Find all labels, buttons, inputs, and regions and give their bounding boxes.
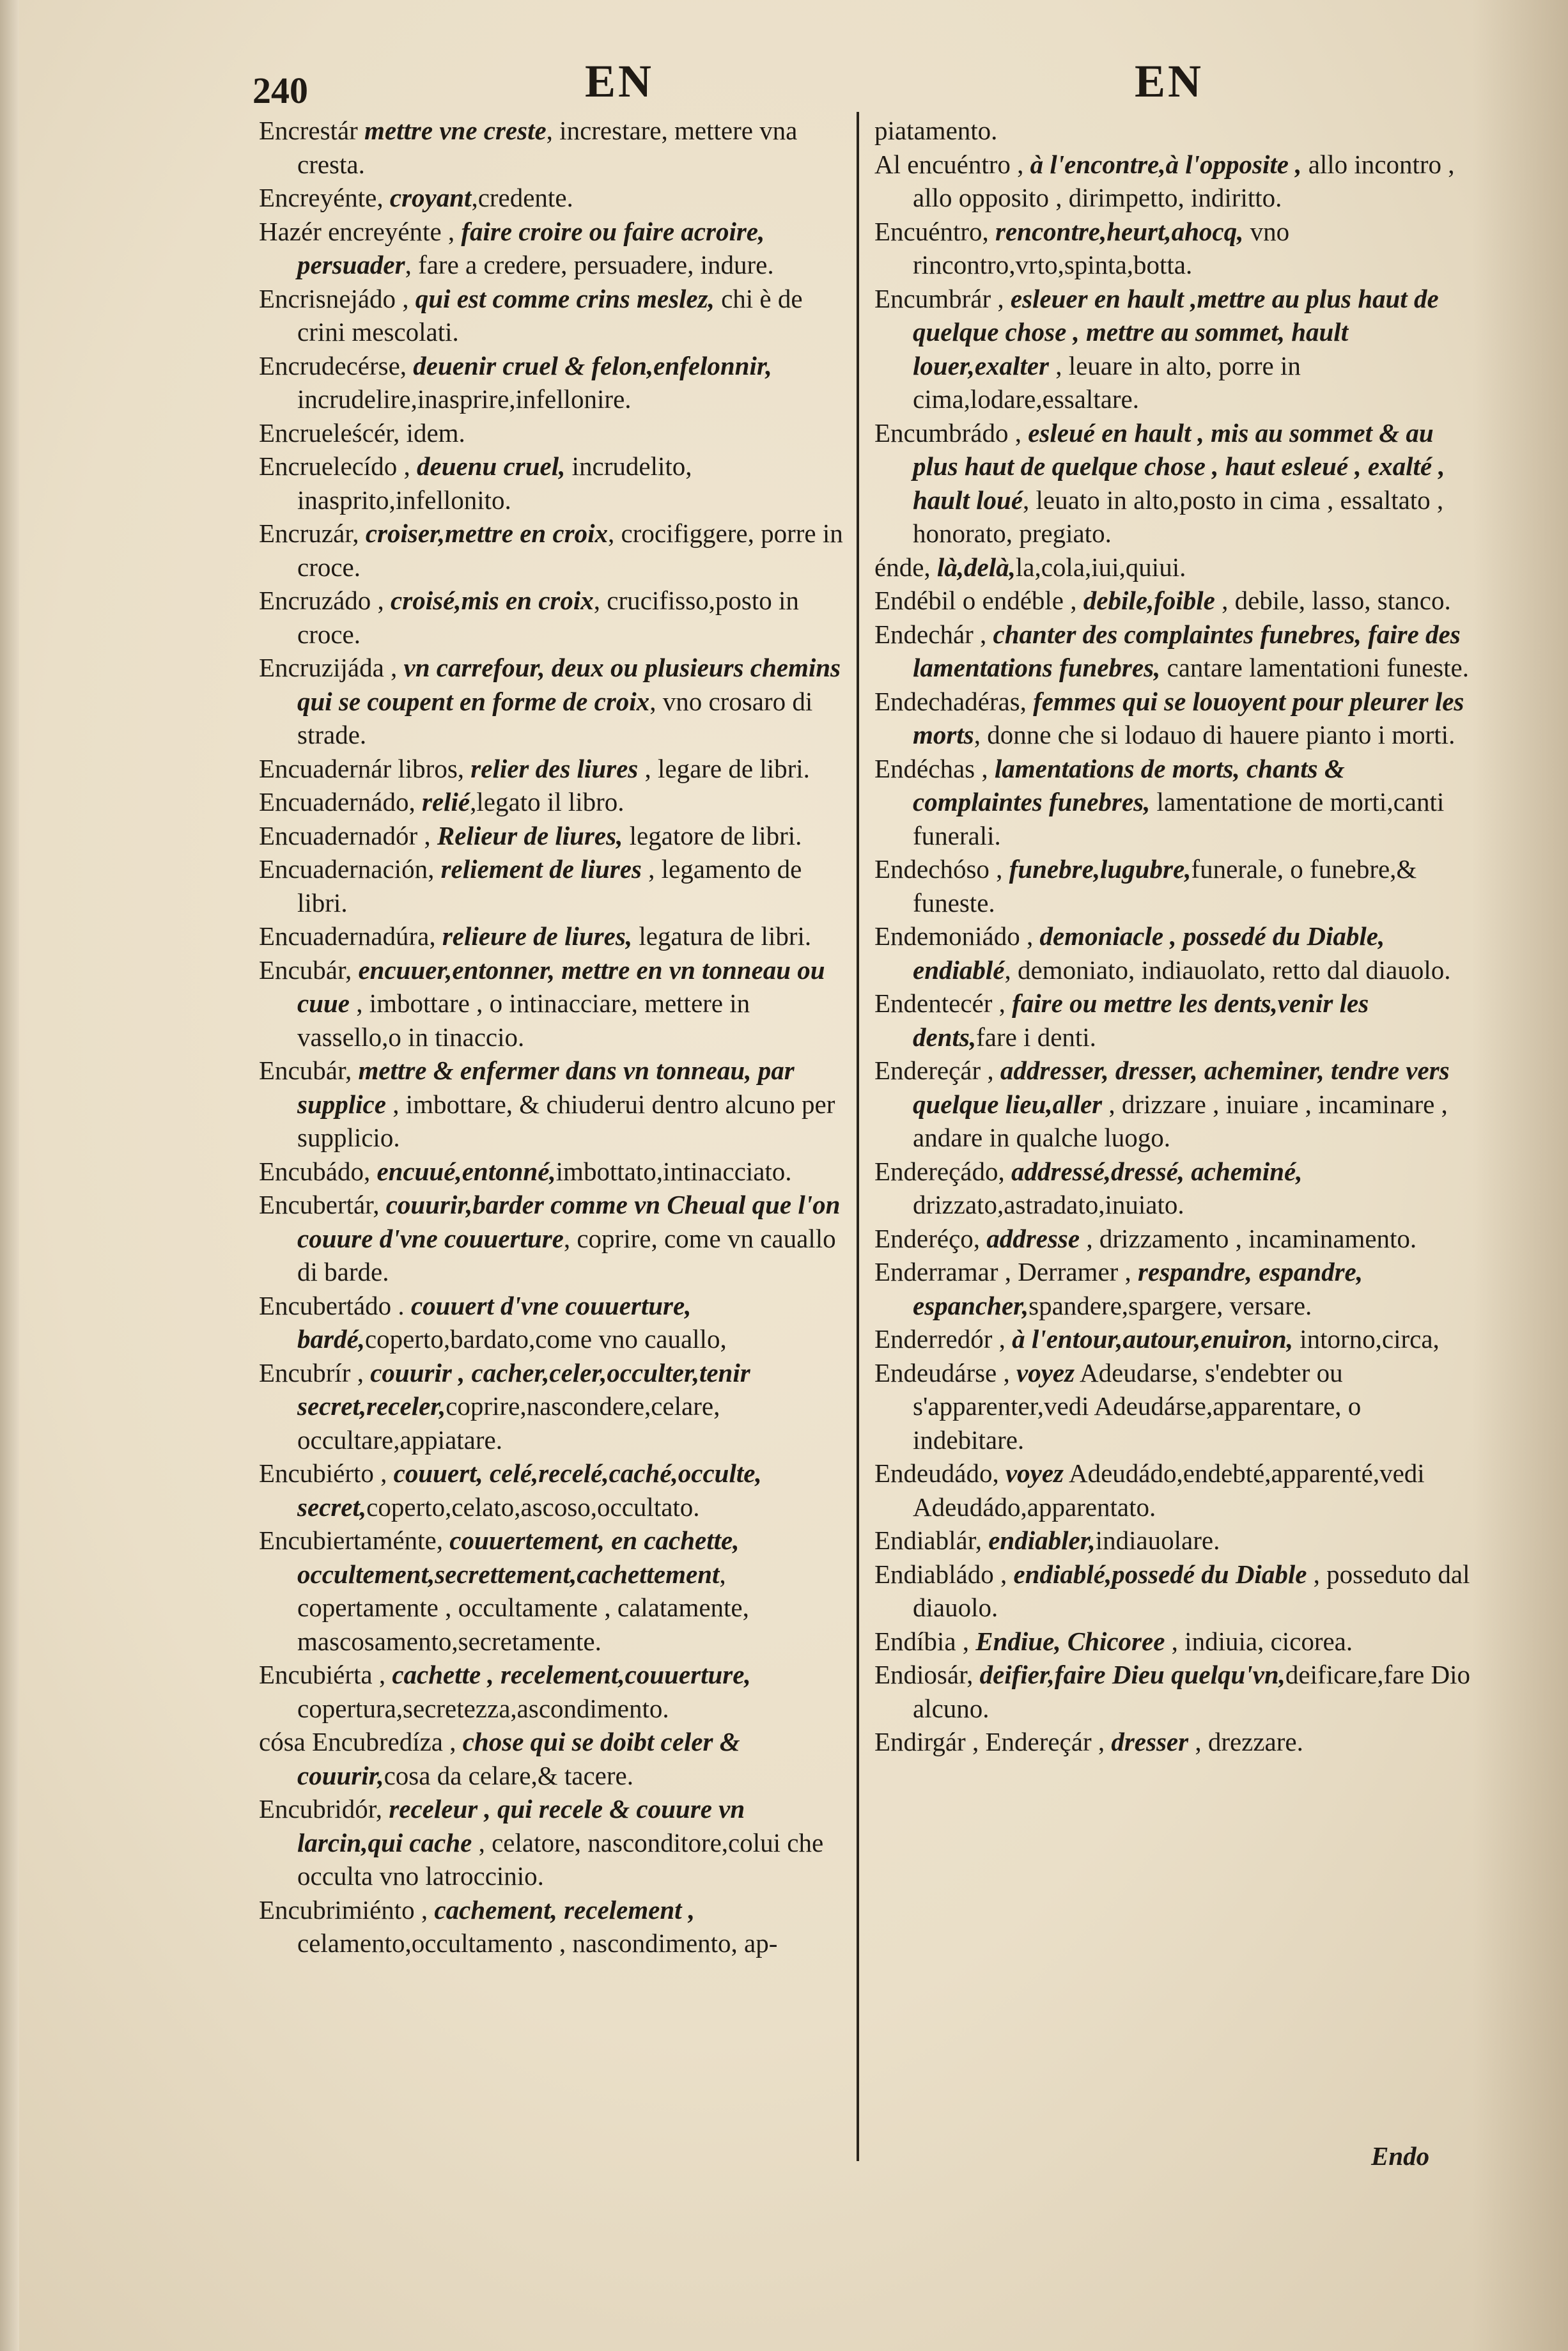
french-gloss: addresser, dresser, acheminer, tendre vers quelque lieu,aller [913,1056,1450,1119]
italian-gloss: incrudelito, inasprito,infellonito. [297,451,692,515]
dictionary-entry [259,114,853,181]
italian-gloss: cosa da celare,& tacere. [384,1760,633,1790]
spanish-headword: Endereçár , [874,1056,994,1085]
spanish-headword: Encuadernación, [259,854,435,884]
french-gloss: relieure de liures, [442,921,633,951]
italian-gloss: funerale, o funebre,& funeste. [913,854,1417,918]
french-gloss: encuué,entonné, [376,1156,556,1186]
french-gloss: mettre vne creste [364,116,547,145]
column-divider [857,112,859,2161]
french-gloss: receleur , qui recele & couure vn larcin,qui cache [297,1794,745,1857]
dictionary-entry [259,416,853,450]
italian-gloss: la,cola,iui,quiui. [1015,552,1186,582]
dictionary-entry [259,752,853,786]
spanish-headword: Endeudárse , [874,1357,1010,1387]
french-gloss: voyez [1016,1357,1075,1387]
french-gloss: deuenir cruel & felon,enfelonnir, [413,350,772,380]
italian-gloss: coperto,celato,ascoso,occultato. [366,1492,700,1522]
italian-gloss: , copertamente , occultamente , calatamente, mascosamento,secretamente. [297,1559,749,1656]
dictionary-entry [874,215,1472,282]
spanish-headword: Encubár, [259,1056,352,1085]
spanish-headword: Encubrír , [259,1357,364,1387]
dictionary-entry [259,1155,853,1189]
french-gloss: croiser,mettre en croix [365,519,609,548]
dictionary-entry [259,1188,853,1289]
spanish-headword: Endíbia , [874,1626,970,1656]
spanish-headword: Encumbrár , [874,283,1004,313]
spanish-headword: Endechadéras, [874,686,1027,716]
spanish-headword: énde, [874,552,931,582]
french-gloss: dresser [1111,1727,1189,1756]
spanish-headword: Encubár, [259,955,352,985]
italian-gloss: spandere,spargere, versare. [1029,1290,1312,1320]
italian-gloss: , leuare in alto, porre in cima,lodare,essaltare. [913,350,1301,414]
spanish-headword: Encubiérta , [259,1660,386,1689]
dictionary-entry [874,685,1472,752]
dictionary-entry [874,1222,1472,1256]
italian-gloss: , posseduto dal diauolo. [913,1559,1470,1622]
left-column [259,114,853,1960]
italian-gloss: allo incontro , allo opposito , dirimpetto, indiritto. [913,149,1455,212]
spanish-headword: Endébil o endéble , [874,586,1077,615]
italian-gloss: copertura,secretezza,ascondimento. [297,1693,669,1723]
french-gloss: couurir , cacher,celer,occulter,tenir secret,receler, [297,1357,750,1421]
dictionary-entry [874,1725,1472,1759]
french-gloss: esleué en hault , mis au sommet & au plus haut de quelque chose , haut esleué , exalté , hault loué [913,418,1445,515]
french-gloss: à l'encontre,à l'opposite , [1030,149,1302,179]
spanish-headword: Encubertádo . [259,1290,405,1320]
spanish-headword: Encumbrádo , [874,418,1021,448]
dictionary-entry [259,919,853,953]
spanish-headword: Encuadernadúra, [259,921,436,951]
dictionary-entry [259,1289,853,1356]
french-gloss: croyant [389,183,472,212]
dictionary-entry [259,852,853,919]
italian-gloss: , leuato in alto,posto in cima , essaltato , honorato, pregiato. [913,485,1444,548]
italian-gloss: deificare,fare Dio alcuno. [913,1660,1471,1723]
dictionary-entry [874,852,1472,919]
french-gloss: rencontre,heurt,ahocq, [995,216,1244,246]
french-gloss: faire ou mettre les dents,venir les dents, [913,988,1369,1052]
french-gloss: à l'entour,autour,enuiron, [1012,1324,1293,1354]
dictionary-entry [259,215,853,282]
spanish-headword: Enderéço, [874,1223,981,1253]
dictionary-entry [874,1457,1472,1524]
dictionary-entry [259,1658,853,1725]
spanish-headword: Endiosár, [874,1660,974,1689]
spanish-headword: Al encuéntro , [874,149,1024,179]
italian-gloss: , fare a credere, persuadere, indure. [405,250,774,279]
italian-gloss: lamentatione de morti,canti funerali. [913,787,1445,850]
italian-gloss: , coprire, come vn cauallo di barde. [297,1223,836,1286]
french-gloss: Endiue, Chicoree [975,1626,1165,1656]
french-gloss: encuuer,entonner, mettre en vn tonneau ou cuue [297,955,825,1018]
italian-gloss: , demoniato, indiauolato, retto dal diauolo. [1004,955,1451,985]
french-gloss: chanter des complaintes funebres, faire des lamentations funebres, [913,619,1461,682]
italian-gloss: , donne che si lodauo di hauere pianto i morti. [974,720,1455,749]
italian-gloss: , imbottare , o intinacciare, mettere in vassello,o in tinaccio. [297,988,750,1052]
italian-gloss: celamento,occultamento , nascondimento, ap- [297,1928,778,1958]
french-gloss: relier des liures [470,753,639,783]
italian-gloss: , imbottare, & chiuderui dentro alcuno per supplicio. [297,1089,835,1152]
spanish-headword: Encuéntro, [874,216,989,246]
dictionary-entry [874,1558,1472,1625]
italian-gloss: , drezzare. [1188,1727,1303,1756]
italian-gloss: legatore de libri. [623,820,802,850]
italian-gloss: Adeudádo,endebté,apparenté,vedi Adeudádo,apparentato. [913,1458,1425,1522]
dictionary-entry [874,551,1472,584]
italian-gloss: , increstare, mettere vna cresta. [297,116,798,179]
italian-gloss: piatamento. [874,116,998,145]
spanish-headword: Encrisnejádo , [259,283,409,313]
french-gloss: addressé,dressé, acheminé, [1011,1156,1303,1186]
french-gloss: croisé,mis en croix [391,586,594,615]
dictionary-entry [259,282,853,349]
dictionary-entry [259,181,853,215]
italian-gloss: , debile, lasso, stanco. [1215,586,1451,615]
italian-gloss: , legamento de libri. [297,854,802,918]
french-gloss: femmes qui se louoyent pour pleurer les morts [913,686,1464,749]
spanish-headword: Endéchas , [874,753,988,783]
dictionary-entry [874,584,1472,618]
dictionary-entry [259,1524,853,1658]
spanish-headword: Endechár , [874,619,987,649]
dictionary-entry [874,282,1472,416]
italian-gloss: cantare lamentationi funeste. [1160,653,1469,682]
italian-gloss: , drizzare , inuiare , incaminare , andare in qualche luogo. [913,1089,1448,1152]
spanish-headword: Encubrimiénto , [259,1894,428,1925]
dictionary-entry [259,1356,853,1457]
spanish-headword: Encuadernadór , [259,820,431,850]
dictionary-entry [874,1255,1472,1322]
french-gloss: esleuer en hault ,mettre au plus haut de quelque chose , mettre au sommet, hault louer,exalter [913,283,1439,380]
italian-gloss: , crucifisso,posto in croce. [297,586,799,649]
italian-gloss: drizzato,astradato,inuiato. [913,1190,1184,1219]
spanish-headword: Encrueleścér, [259,418,400,448]
french-gloss: demoniacle , possedé du Diable, endiablé [913,921,1385,985]
french-gloss: funebre,lugubre, [1009,854,1192,884]
italian-gloss: vno rincontro,vrto,spinta,botta. [913,216,1290,279]
french-gloss: relié [422,787,470,816]
french-gloss: là,delà, [936,552,1016,582]
italian-gloss: ,legato il libro. [470,787,625,816]
dictionary-entry [874,1322,1472,1356]
running-head-left: EN [585,56,655,107]
spanish-headword: Encuadernár libros, [259,753,465,783]
dictionary-entry [874,1625,1472,1659]
french-gloss: voyez [1005,1458,1064,1488]
spanish-headword: Encruzijáda , [259,653,398,682]
right-column [874,114,1472,1759]
french-gloss: mettre & enfermer dans vn tonneau, par supplice [297,1056,795,1119]
dictionary-entry [259,1893,853,1960]
dictionary-entry [874,618,1472,685]
spanish-headword: Encruzár, [259,519,359,548]
dictionary-entry [259,1457,853,1524]
dictionary-entry [874,1524,1472,1558]
spanish-headword: cósa Encubredíza , [259,1727,456,1756]
spanish-headword: Encubiérto , [259,1458,387,1488]
dictionary-entry [874,919,1472,987]
spanish-headword: Encubertár, [259,1190,380,1219]
french-gloss: couurir,barder comme vn Cheual que l'on couure d'vne couuerture [297,1190,841,1253]
italian-gloss: ,credente. [471,183,573,212]
italian-gloss: , celatore, nasconditore,colui che occulta vno latroccinio. [297,1827,824,1891]
french-gloss: cachette , recelement,couuerture, [392,1660,751,1689]
spanish-headword: Endemoniádo , [874,921,1034,951]
dictionary-entry [259,1725,853,1792]
italian-gloss: incrudelire,inasprire,infellonire. [297,384,632,414]
dictionary-entry [874,416,1472,551]
page-right-edge-shadow [1472,0,1568,2351]
dictionary-entry [259,819,853,853]
french-gloss: deifier,faire Dieu quelqu'vn, [979,1660,1285,1689]
french-gloss: couuert, celé,recelé,caché,occulte, secret, [297,1458,762,1522]
dictionary-entry [259,1792,853,1893]
french-gloss: endiabler, [988,1526,1096,1555]
spanish-headword: Enderramar , Derramer , [874,1257,1131,1286]
dictionary-entry [259,349,853,416]
italian-gloss: , legare de libri. [638,753,810,783]
italian-gloss: fare i denti. [976,1022,1096,1052]
french-gloss: vn carrefour, deux ou plusieurs chemins qui se coupent en forme de croix [297,653,841,716]
spanish-headword: Encubridór, [259,1794,383,1824]
italian-gloss: indiauolare. [1095,1526,1220,1555]
dictionary-entry [874,752,1472,853]
spanish-headword: Endiabládo , [874,1559,1007,1589]
italian-gloss: idem. [406,418,465,448]
dictionary-entry [259,584,853,651]
italian-gloss: , drizzamento , incaminamento. [1080,1223,1417,1253]
french-gloss: respandre, espandre, espancher, [913,1257,1363,1320]
dictionary-entry [259,1054,853,1155]
dictionary-entry [259,517,853,584]
spanish-headword: Endirgár , Endereçár , [874,1727,1105,1756]
dictionary-entry [874,1054,1472,1155]
french-gloss: endiablé,possedé du Diable [1013,1559,1307,1589]
french-gloss: Relieur de liures, [437,820,623,850]
spanish-headword: Encruzádo , [259,586,384,615]
spanish-headword: Endeudádo, [874,1458,999,1488]
italian-gloss: coprire,nascondere,celare, occultare,appiatare. [297,1391,720,1455]
dictionary-entry [874,987,1472,1054]
french-gloss: cachement, recelement , [434,1894,695,1925]
italian-gloss: imbottato,intinacciato. [555,1156,792,1186]
french-gloss: lamentations de morts, chants & complaintes funebres, [913,753,1345,816]
dictionary-entry [259,953,853,1054]
french-gloss: chose qui se doibt celer & couurir, [297,1727,740,1790]
dictionary-entry [874,148,1472,215]
italian-gloss: Adeudarse, s'endebter ou s'apparenter,vedi Adeudárse,apparentare, o indebitare. [913,1357,1362,1455]
dictionary-entry [259,651,853,752]
french-gloss: deuenu cruel, [417,451,566,481]
french-gloss: addresse [986,1223,1080,1253]
spanish-headword: Encrestár [259,116,358,145]
spanish-headword: Endentecér , [874,988,1005,1018]
italian-gloss: chi è de crini mescolati. [297,283,803,347]
italian-gloss: intorno,circa, [1292,1324,1440,1354]
spanish-headword: Encrudecérse, [259,350,407,380]
spanish-headword: Encubádo, [259,1156,371,1186]
french-gloss: faire croire ou faire acroire, persuader [297,216,765,279]
spanish-headword: Hazér encreyénte , [259,216,455,246]
page-left-edge-shadow [0,0,19,2351]
italian-gloss: , indiuia, cicorea. [1165,1626,1353,1656]
spanish-headword: Encubiertaménte, [259,1526,444,1555]
dictionary-entry [874,1356,1472,1457]
spanish-headword: Endiablár, [874,1526,982,1555]
italian-gloss: , vno crosaro di strade. [297,686,813,749]
french-gloss: reliement de liures [440,854,642,884]
dictionary-entry [259,785,853,819]
spanish-headword: Endereçádo, [874,1156,1005,1186]
french-gloss: qui est comme crins meslez, [415,283,715,313]
spanish-headword: Encuadernádo, [259,787,415,816]
catchword: Endo [1371,2141,1430,2171]
italian-gloss: legatura de libri. [632,921,812,951]
spanish-headword: Endechóso , [874,854,1003,884]
page-header [0,50,1568,111]
spanish-headword: Enderredór , [874,1324,1005,1354]
french-gloss: couuert d'vne couuerture, bardé, [297,1290,692,1354]
spanish-headword: Encruelecído , [259,451,410,481]
french-gloss: couuertement, en cachette, occultement,secrettement,cachettement [297,1526,740,1589]
dictionary-entry [874,114,1472,148]
italian-gloss: , crocifiggere, porre in croce. [297,519,843,582]
running-head-right: EN [1135,56,1204,107]
french-gloss: debile,foible [1083,586,1215,615]
dictionary-entry [259,449,853,517]
dictionary-entry [874,1155,1472,1222]
spanish-headword: Encreyénte, [259,183,384,212]
dictionary-entry [874,1658,1472,1725]
italian-gloss: coperto,bardato,come vno cauallo, [364,1324,727,1354]
page-number: 240 [252,70,308,111]
